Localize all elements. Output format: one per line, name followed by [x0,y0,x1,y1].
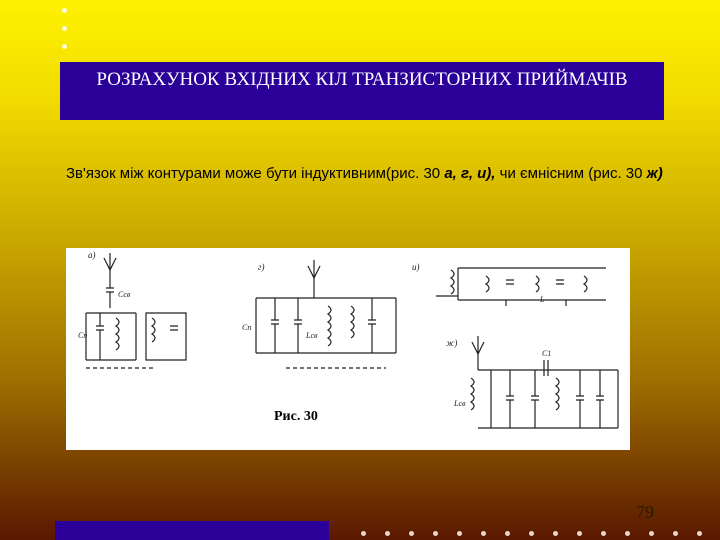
label-csv-a: Cсв [118,290,131,299]
slide-title [60,62,664,120]
label-c1-zh: C1 [542,349,552,358]
body-paragraph [66,162,666,186]
footer-bar [55,521,329,540]
body-text-2: чи ємнісним (рис. 30 [495,165,647,182]
label-cn-a: Cп [78,331,88,340]
label-a: а) [88,250,96,260]
circuit-diagram [66,248,630,450]
body-text-1: Зв'язок між контурами може бути індуктивним(рис. 30 [66,165,445,182]
label-lsv-zh: Lсв [454,399,466,408]
label-i: и) [412,262,420,272]
page-number: 79 [636,502,654,522]
body-text-emphasis-1: а, г, и), [444,165,496,182]
body-text-emphasis-2: ж) [646,165,663,182]
label-l-i: L [540,295,545,304]
label-cn-g: Cп [242,323,252,332]
figure-caption: Рис. 30 [274,409,318,424]
label-g: г) [258,262,265,272]
circuit-figure [66,248,630,450]
slide-title-text: РОЗРАХУНОК ВХІДНИХ КІЛ ТРАНЗИСТОРНИХ ПРИЙМАЧІВ [96,69,628,90]
label-lsv-g: Lсв [306,331,318,340]
label-zh: ж) [446,338,458,348]
decorative-dots-left [62,8,67,62]
